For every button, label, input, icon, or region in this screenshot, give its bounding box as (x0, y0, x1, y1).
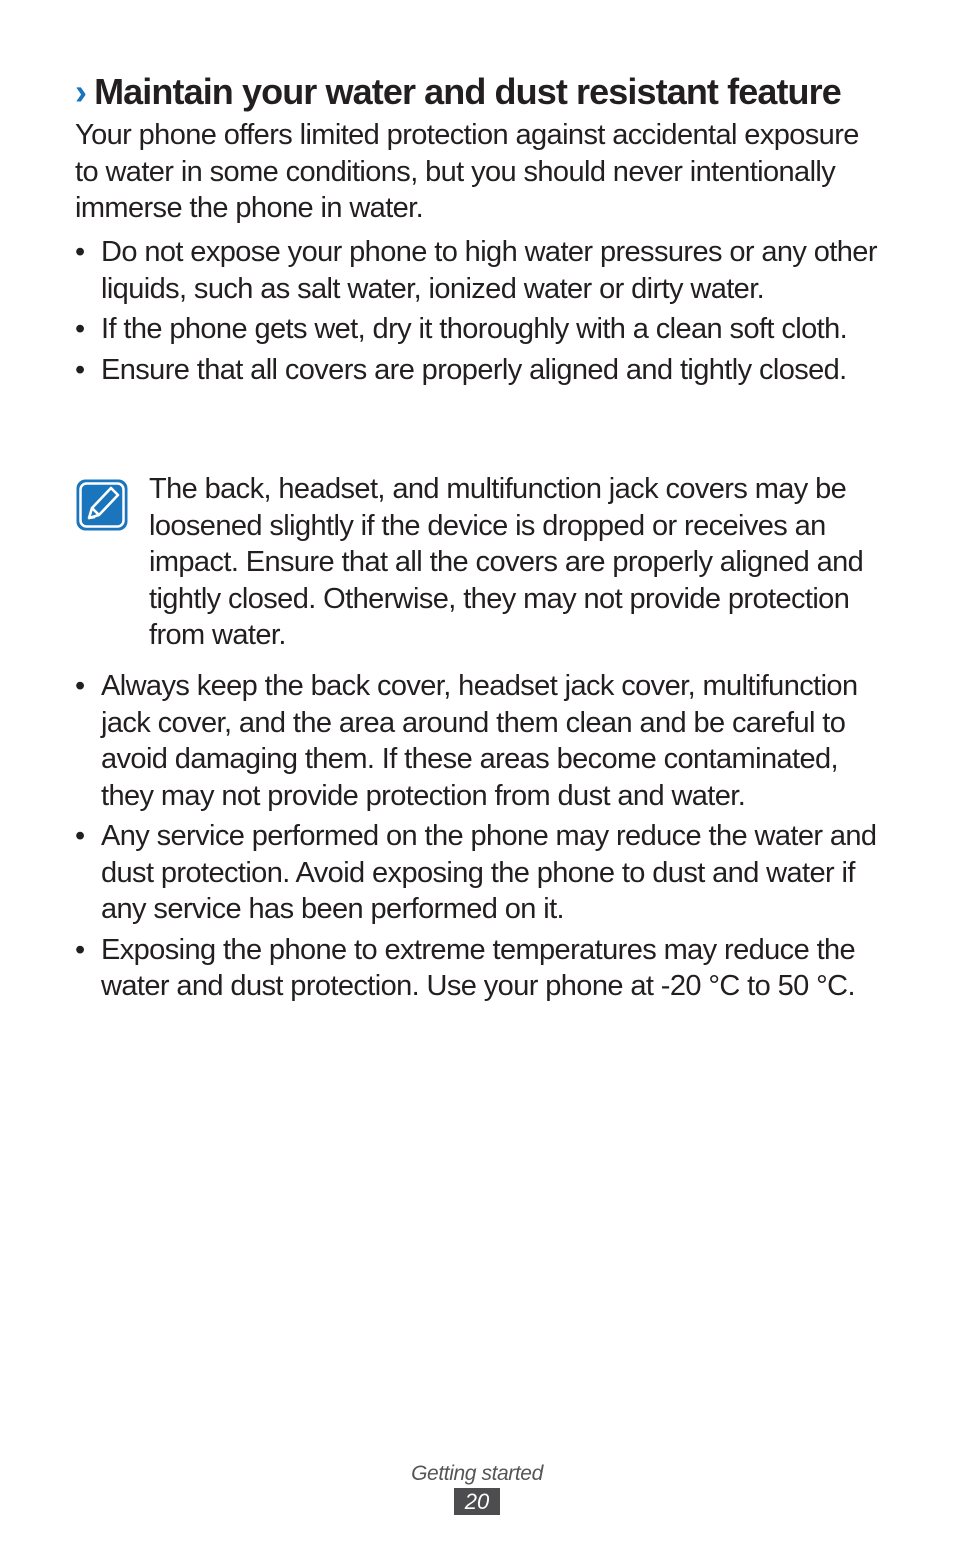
section-heading (75, 70, 895, 114)
page-footer (0, 1460, 954, 1515)
list-item-text: Ensure that all covers are properly aligned and tightly closed. (101, 353, 847, 386)
note-pencil-icon (75, 478, 129, 532)
bullet-list-first (75, 234, 885, 392)
list-item (75, 932, 885, 1005)
bullet-icon: • (75, 820, 85, 852)
list-item-text: Always keep the back cover, headset jack cover, multifunction jack cover, and the area around them clean and be careful to avoid damaging them. If these areas become contaminated, they may not provide protection from dust and water. (101, 670, 858, 812)
list-item (75, 234, 885, 307)
bullet-icon: • (75, 670, 85, 702)
list-item (75, 818, 885, 928)
bullet-icon: • (75, 933, 85, 966)
bullet-list-second (75, 668, 885, 1009)
bullet-icon: • (75, 313, 85, 345)
page-number-badge: 20 (454, 1488, 500, 1515)
footer-section-label: Getting started (411, 1462, 543, 1485)
list-item (75, 352, 885, 389)
note-text: The back, headset, and multifunction jack covers may be loosened slightly if the device is dropped or receives an impact. Ensure that all the covers are properly aligned and tightly closed. Otherwise, they may not provide protection from water. (149, 473, 864, 651)
list-item (75, 311, 885, 348)
intro-paragraph: Your phone offers limited protection against accidental exposure to water in some conditions, but you should never intentionally immerse the phone in water. (75, 119, 859, 224)
bullet-icon: • (75, 353, 85, 386)
chevron-right-icon: › (75, 71, 87, 112)
list-item-text: Any service performed on the phone may reduce the water and dust protection. Avoid exposing the phone to dust and water if any service has been performed on it. (101, 820, 877, 925)
note-box (75, 471, 885, 654)
list-item (75, 668, 885, 814)
list-item-text: Do not expose your phone to high water pressures or any other liquids, such as salt water, ionized water or dirty water. (101, 236, 877, 305)
bullet-icon: • (75, 236, 85, 268)
section-title: Maintain your water and dust resistant feature (94, 71, 841, 112)
list-item-text: If the phone gets wet, dry it thoroughly with a clean soft cloth. (101, 313, 848, 345)
list-item-text: Exposing the phone to extreme temperatures may reduce the water and dust protection. Use your phone at -20 °C to 50 °C. (101, 933, 856, 1002)
